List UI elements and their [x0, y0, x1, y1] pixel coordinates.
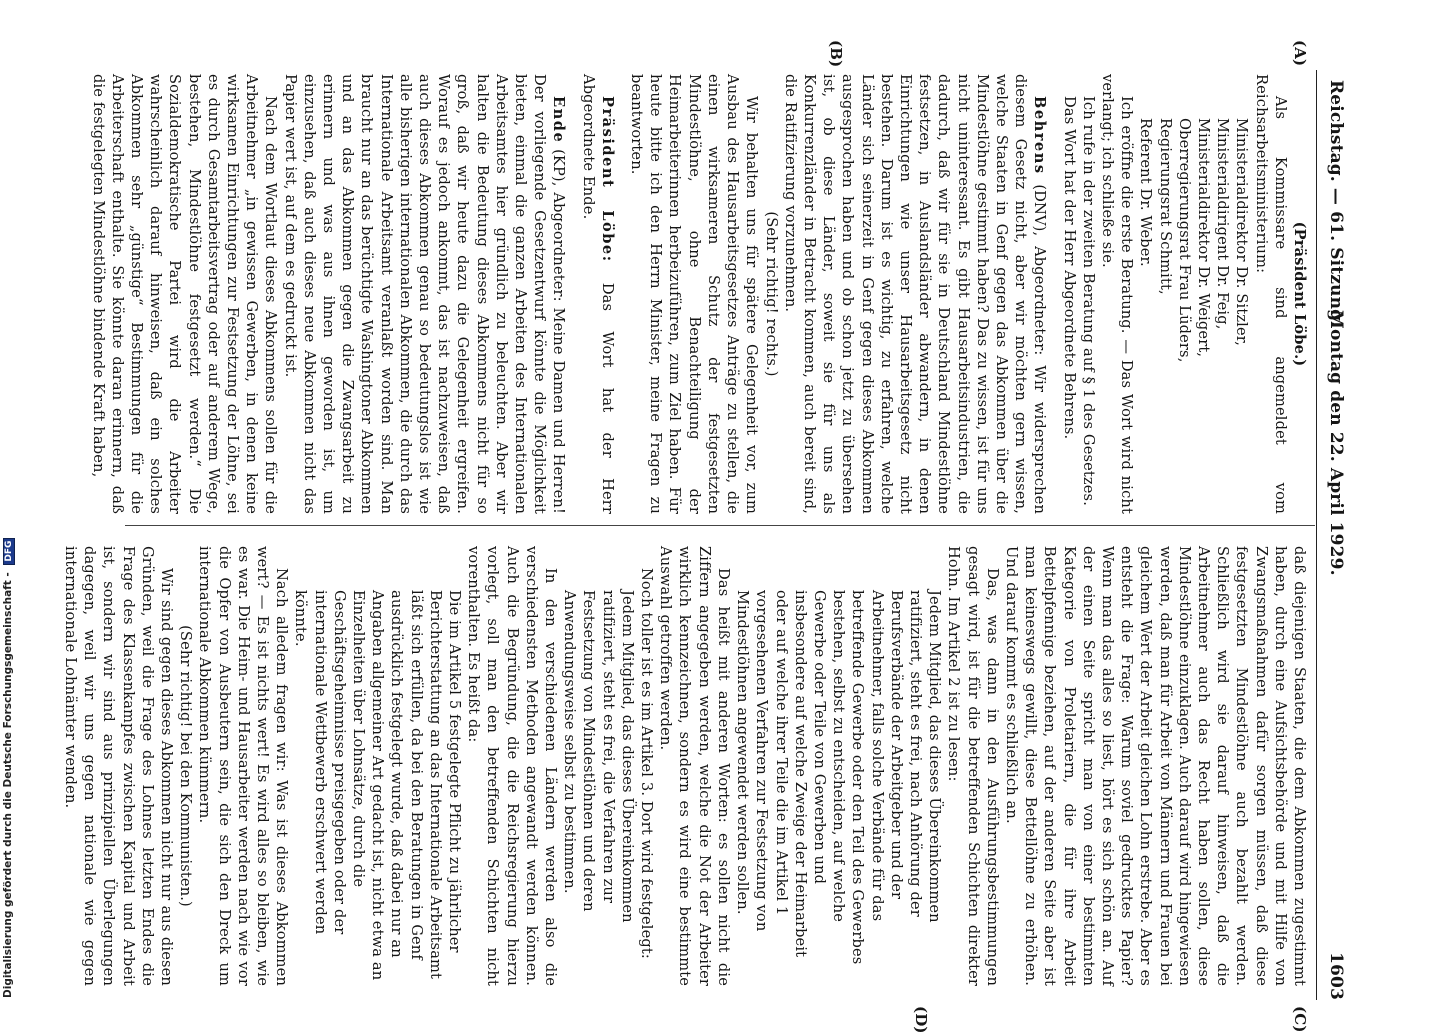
dfg-logo: DFG [3, 538, 15, 565]
margin-mark-b: (B) [827, 40, 845, 68]
speaker-name: Ende [550, 96, 568, 144]
header-rule [1316, 70, 1317, 1000]
paragraph: Wir sind gegen dieses Abkommen nicht nur aus diesen Gründen, weil die Frage des Lohnes letzten Endes die Frage des Klassenkampfes zwischen Kapital und Arbeit ist, sondern wir sind aus prinzipiellen Überlegungen dagegen, weil wir uns gegen nationale wie gegen internationale Lohnämter wenden. [62, 546, 176, 986]
commissioner-item: Referent Dr. Weber. [1137, 118, 1155, 267]
interjection: (Sehr richtig! bei den Kommunisten.) [177, 625, 195, 907]
commissioner-item: Ministerialdirigent Dr. Feig, [1214, 118, 1232, 330]
paragraph: Ich eröffne die erste Beratung. — Das Wort wird nicht verlangt; ich schließe sie. [1098, 74, 1136, 514]
paragraph: Das, was dann in den Ausführungsbestimmungen gesagt wird, ist für die betreffenden Schichten direkter Hohn. Im Artikel 2 ist zu lesen: [945, 546, 1001, 986]
speech-text: Das Wort hat der Herr Abgeordnete Ende. [579, 74, 616, 515]
running-head-left: Reichstag. — 61. Sitzung. [1326, 80, 1346, 328]
commissioner-item: Oberregierungsrat Frau Lüders, [1175, 118, 1193, 363]
quotation: Jedem Mitglied, das dieses Übereinkommen ratifiziert, steht es frei, nach Anhörung der Berufsverbände der Arbeitgeber und der Arbeitnehmer, falls solche Verbände für das betreffende Gewerbe oder den Teil des Gewerbes bestehen, selbst zu entscheiden, auf welche Gewerbe oder Teile von Gewerben und insbesondere auf welche Zweige der Heimarbeit oder auf welche ihrer Teile die im Artikel 1 vorgesehenen Verfahren zur Festsetzung von Mindestlöhnen angewendet werden sollen. [734, 590, 944, 965]
paragraph: Als Kommissare sind angemeldet vom Reichsarbeitsministerium: [1252, 74, 1289, 514]
quotation: Jedem Mitglied, das dieses Übereinkommen ratifiziert, steht es frei, die Verfahren zur Festsetzung von Mindestlöhnen und deren Anwendungsweise selbst zu bestimmen. [561, 590, 636, 923]
paragraph: Nach dem Wortlaut dieses Abkommens sollen für die Arbeitnehmer „in gewissen Gewerben, in denen keine wirksamen Einrichtungen zur Festsetzung der Löhne, sei es durch Gesamtarbeitsvertrag oder auf anderem Wege, bestehen, Mindestlöhne festgesetzt werden.“ Die Sozialdemokratische Partei wird die Arbeiter wahrscheinlich darauf hinweisen, daß ein solches Abkommen sehr „günstige“ Bestimmungen für die Arbeiterschaft enthalte. Sie könnte daran erinnern, daß die festgelegten Mindestlöhne bindende Kraft haben, [89, 74, 280, 514]
credit-text: Digitalisierung gefördert durch die Deutsche Forschungsgemeinschaft - [2, 572, 14, 998]
margin-mark-a: (A) [1291, 40, 1309, 67]
paragraph: Das Wort hat der Herr Abgeordnete Behrens. [1060, 96, 1078, 440]
paragraph: daß diejenigen Staaten, die dem Abkommen zugestimmt haben, durch eine Aufsichtsbehörde und mit Hilfe von Zwangsmaßnahmen dafür sorgen müssen, daß diese festgesetzten Mindestlöhne auch bezahlt werden. Schließlich wird sie darauf hinweisen, daß die Arbeitnehmer auch das Recht haben sollen, diese Mindestlöhne einzuklagen. Auch darauf wird hingewiesen werden, daß man für Arbeit von Männern und Frauen bei gleichem Wert der Arbeit gleichen Lohn erstrebe. Aber es entsteht die Frage: Warum soviel gedrucktes Papier? Wenn man das alles so liest, hört es sich schön an. Auf der einen Seite spricht man von einer bestimmten Kategorie von Proletariern, die für ihre Arbeit Bettelpfennige beziehen, auf der anderen Seite aber ist man keineswegs gewillt, diese Bettellöhne zu erhöhen. Und darauf kommt es schließlich an. [1002, 546, 1308, 986]
left-column [88, 74, 1309, 514]
paragraph: Das heißt mit anderen Worten: es sollen nicht die Ziffern angegeben werden, welche die Not der Arbeiter wirklich kennzeichnen, sondern es wird eine bestimmte Auswahl getroffen werden. [657, 546, 732, 986]
running-head-date: Montag den 22. April 1929. [1326, 310, 1346, 576]
interjection: (Sehr richtig! rechts.) [762, 211, 780, 377]
paragraph: Ich rufe in der zweiten Beratung auf § 1 des Gesetzes. [1079, 96, 1097, 506]
paragraph: Noch toller ist es im Artikel 3. Dort wird festgelegt: [638, 568, 656, 959]
paragraph: Wir behalten uns für spätere Gelegenheit vor, zum Ausbau des Hausarbeitsgesetzes Anträge zu stellen, die einen wirksameren Schutz der festgesetzten Mindestlöhne, ohne Benachteiligung der Heimarbeiterinnen herbeizuführen, zum Ziel haben. Für heute bitte ich den Herrn Minister, meine Fragen zu beantworten. [628, 74, 761, 514]
speech-text: (KP), Abgeordneter: Meine Damen und Herren! Der vorliegende Gesetzentwurf könnte die Möglichkeit bieten, einmal die ganzen Arbeiten des Internationalen Arbeitsamtes hier gründlich zu beleuchten. Aber wir halten die Bedeutung dieses Abkommens nicht für so groß, daß wir heute dazu die Gelegenheit ergreifen. Worauf es jedoch ankommt, das ist nachzuweisen, daß auch dieses Abkommen genau so bedeutungslos ist wie alle bisherigen internationalen Abkommen, die durch das Internationale Arbeitsamt veranlaßt worden sind. Man braucht nur an das berüchtigte Washingtoner Abkommen und an das Abkommen gegen die Zwangsarbeit zu erinnern und was aus ihnen geworden ist, um einzusehen, daß auch dieses neue Abkommen nicht das Papier wert ist, auf dem es gedruckt ist. [281, 74, 568, 514]
speech-paragraph [280, 74, 568, 514]
speaker-name: Behrens [1031, 96, 1049, 175]
column-divider [125, 525, 1315, 526]
margin-mark-d: (D) [912, 1006, 930, 1034]
speech-paragraph [781, 74, 1050, 514]
document-page [62, 40, 1346, 1034]
speaker-heading: (Präsident Löbe.) [1291, 221, 1308, 367]
commissioner-item: Ministerialdirektor Dr. Sitzler, [1233, 118, 1251, 347]
page-number: 1603 [1326, 952, 1346, 1000]
quotation: Die im Artikel 5 festgelegte Pflicht zu jährlicher Berichterstattung an das Internationale Arbeitsamt läßt sich erfüllen, da bei den Beratungen in Genf ausdrücklich festgelegt wurde, daß dabei nur an Angaben allgemeiner Art gedacht ist, nicht etwa an Einzelheiten über Lohnsätze, durch die Geschäftsgeheimnisse preisgegeben oder der internationale Wettbewerb erschwert werden könnte. [292, 590, 464, 981]
speech-text: (DNV), Abgeordneter: Wir widersprechen diesem Gesetz nicht, aber wir möchten gern wissen, welche Staaten in Genf gegen das Abkommen über die Mindestlöhne gestimmt haben? Das zu wissen, ist für uns nicht uninteressant. Es gibt Hausarbeitsindustrien, die dadurch, daß wir für sie in Deutschland Mindestlöhne festsetzen, in Auslandsländer abwandern, in denen Einrichtungen wie unser Hausarbeitsgesetz nicht bestehen. Darum ist es wichtig, zu erfahren, welche Länder sich seinerzeit in Genf gegen dieses Abkommen ausgesprochen haben und ob schon jetzt zu übersehen ist, ob diese Länder, soweit sie für uns als Konkurrenzländer in Betracht kommen, auch bereit sind, die Ratifizierung vorzunehmen. [781, 74, 1049, 514]
margin-mark-c: (C) [1291, 1006, 1309, 1033]
paragraph: Nach alledem fragen wir: Was ist dieses Abkommen wert? — Es ist nichts wert! Es wird alles so bleiben, wie es war. Die Heim- und Hausarbeiter werden nach wie vor die Opfer von Ausbeutern sein, die sich den Dreck um internationale Abkommen kümmern. [196, 546, 291, 986]
paragraph: In den verschiedenen Ländern werden also die verschiedensten Methoden angewandt werden können. Auch die Begründung, die die Reichsregierung hierzu vorlegt, soll man den betreffenden Schichten nicht vorenthalten. Es heißt da: [465, 546, 560, 986]
commissioner-item: Regierungsrat Schmitt, [1156, 118, 1174, 295]
right-column [61, 546, 1309, 986]
speaker-name: Präsident Löbe: [598, 96, 616, 263]
speech-paragraph [578, 74, 616, 514]
running-head [1321, 70, 1345, 1000]
digitization-credit [2, 538, 15, 998]
commissioner-item: Ministerialdirektor Dr. Weigert, [1194, 118, 1212, 358]
